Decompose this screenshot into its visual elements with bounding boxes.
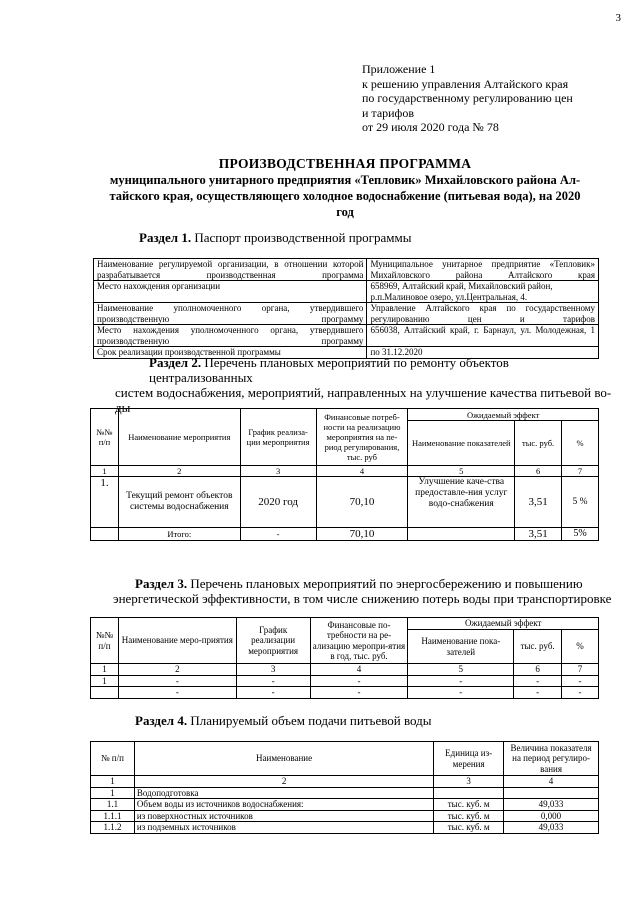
table-cell: - [310, 675, 408, 687]
col-header-unit: Единица из-мерения [434, 742, 504, 776]
table-cell: - [310, 687, 408, 699]
passport-label: Наименование регулируемой организации, в отношении которой разрабатывается производственная программа [94, 259, 367, 281]
table-cell: 1.1.2 [91, 822, 135, 834]
col-header-num: №№ п/п [91, 618, 119, 664]
table-cell: из подземных источников [134, 822, 433, 834]
total-label: Итого: [118, 528, 240, 541]
column-number: 3 [434, 776, 504, 788]
title-line: год [336, 205, 354, 219]
energy-measures-table [90, 617, 599, 699]
table-cell: - [118, 675, 236, 687]
table-cell: Объем воды из источников водоснабжения: [134, 799, 433, 811]
row-schedule: 2020 год [240, 477, 316, 528]
column-number: 4 [504, 776, 599, 788]
col-header-thousand: тыс. руб. [515, 421, 562, 466]
section4-title: Планируемый объем подачи питьевой воды [190, 713, 432, 728]
column-number: 1 [91, 466, 119, 477]
section2-title-line: систем водоснабжения, мероприятий, направленных на улучшение качества питьевой во- [115, 385, 612, 400]
appendix-line: по государственному регулированию цен [362, 91, 573, 105]
table-row [91, 687, 599, 699]
section2-number: Раздел 2. [149, 355, 202, 370]
column-number: 2 [118, 664, 236, 676]
col-header-percent: % [562, 630, 599, 664]
col-header-name: Наименование мероприятия [118, 409, 240, 466]
section4-number: Раздел 4. [135, 713, 188, 728]
column-number: 3 [236, 664, 310, 676]
document-title [75, 155, 615, 220]
total-indicator [408, 528, 515, 541]
page-number: 3 [615, 12, 621, 24]
table-cell: - [236, 687, 310, 699]
col-header-value: Величина показателя на период регулиро-вания [504, 742, 599, 776]
column-number: 1 [91, 776, 135, 788]
section3-title-line: Перечень плановых мероприятий по энергосбережению и повышению [190, 576, 583, 591]
table-cell [434, 787, 504, 799]
table-cell: 1 [91, 675, 119, 687]
table-cell: 49,033 [504, 799, 599, 811]
table-header-row [91, 409, 599, 421]
table-cell: - [118, 687, 236, 699]
col-header-num: №№ п/п [91, 409, 119, 466]
section3-heading [113, 576, 612, 606]
column-number: 5 [408, 664, 514, 676]
col-header-effect: Ожидаемый эффект [408, 618, 599, 630]
table-row [91, 675, 599, 687]
row-indicator: Улучшение каче-ства предоставле-ния услуг водо-снабжения [408, 477, 515, 528]
passport-value: Муниципальное унитарное предприятие «Тепловик» Михайловского района Алтайского края [367, 259, 599, 281]
title-line: ПРОИЗВОДСТВЕННАЯ ПРОГРАММА [218, 156, 472, 171]
column-number: 7 [562, 466, 599, 477]
table-cell: - [562, 687, 599, 699]
appendix-block [362, 62, 573, 135]
column-number: 1 [91, 664, 119, 676]
section3-number: Раздел 3. [135, 576, 188, 591]
column-numbers-row [91, 466, 599, 477]
section3-title-line: энергетической эффективности, в том числе снижению потерь воды при транспортировке [113, 591, 612, 606]
table-header-row [91, 742, 599, 776]
section1-title: Паспорт производственной программы [194, 230, 412, 245]
column-number: 6 [515, 466, 562, 477]
table-cell: - [514, 687, 562, 699]
col-header-name: Наименование меро-приятия [118, 618, 236, 664]
passport-label: Наименование уполномоченного органа, утвердившего производственную программу [94, 303, 367, 325]
title-line: муниципального унитарного предприятия «Тепловик» Михайловского района Ал- [109, 173, 581, 187]
total-thousand: 3,51 [515, 528, 562, 541]
section2-title-line: Перечень плановых мероприятий по ремонту объектов централизованных [149, 355, 509, 385]
appendix-line: Приложение 1 [362, 62, 436, 76]
total-percent: 5% [562, 528, 599, 541]
column-number: 2 [118, 466, 240, 477]
table-cell [91, 687, 119, 699]
table-cell: - [408, 687, 514, 699]
col-header-num: № п/п [91, 742, 135, 776]
table-cell: из поверхностных источников [134, 810, 433, 822]
table-row [94, 259, 599, 281]
col-header-percent: % [562, 421, 599, 466]
row-name: Текущий ремонт объектов системы водоснабжения [118, 477, 240, 528]
appendix-line: от 29 июля 2020 года № 78 [362, 120, 499, 134]
table-cell: - [514, 675, 562, 687]
table-cell: тыс. куб. м [434, 799, 504, 811]
table-cell: 1 [91, 787, 135, 799]
section1-heading [139, 230, 411, 245]
col-header-name: Наименование [134, 742, 433, 776]
table-cell: - [236, 675, 310, 687]
total-finance: 70,10 [316, 528, 408, 541]
appendix-line: и тарифов [362, 105, 415, 120]
passport-value: 656038, Алтайский край, г. Барнаул, ул. Молодежная, 1 [367, 325, 599, 347]
col-header-indicator: Наименование показателей [408, 421, 515, 466]
row-percent: 5 % [562, 477, 599, 528]
section2-heading [115, 355, 612, 415]
table-cell: 0,000 [504, 810, 599, 822]
table-cell: тыс. куб. м [434, 810, 504, 822]
appendix-line: к решению управления Алтайского края [362, 76, 569, 91]
column-numbers-row [91, 776, 599, 788]
column-number: 6 [514, 664, 562, 676]
col-header-indicator: Наименование пока-зателей [408, 630, 514, 664]
table-cell: - [562, 675, 599, 687]
col-header-finance: Финансовые потреб-ности на реализацию мероприятия на пе-риод регулирования, тыс. руб [316, 409, 408, 466]
column-number: 2 [134, 776, 433, 788]
col-header-finance: Финансовые по-требности на ре-ализацию меропри-ятия в год, тыс. руб. [310, 618, 408, 664]
passport-value: 658969, Алтайский край, Михайловский район, р.п.Малиновое озеро, ул.Центральная, 4. [367, 281, 599, 303]
table-cell: 49,033 [504, 822, 599, 834]
water-supply-volume-table [90, 741, 599, 834]
repair-measures-table [90, 408, 599, 541]
column-number: 3 [240, 466, 316, 477]
table-row [91, 810, 599, 822]
column-number: 4 [316, 466, 408, 477]
col-header-schedule: График реализа-ции мероприятия [240, 409, 316, 466]
table-row [94, 303, 599, 325]
col-header-effect: Ожидаемый эффект [408, 409, 599, 421]
table-row [91, 477, 599, 528]
table-row [91, 822, 599, 834]
section2-title-line: ды [115, 400, 131, 415]
table-row [91, 799, 599, 811]
table-row [91, 787, 599, 799]
table-cell: Водоподготовка [134, 787, 433, 799]
table-cell [504, 787, 599, 799]
section4-heading [135, 713, 432, 728]
title-line: тайского края, осуществляющего холодное водоснабжение (питьевая вода), на 2020 [109, 189, 581, 203]
passport-table [93, 258, 599, 359]
section1-number: Раздел 1. [139, 230, 192, 245]
passport-value: по 31.12.2020 [367, 347, 599, 359]
row-finance: 70,10 [316, 477, 408, 528]
column-number: 7 [562, 664, 599, 676]
col-header-schedule: График реализации мероприятия [236, 618, 310, 664]
table-header-row [91, 618, 599, 630]
passport-label: Место нахождения организации [94, 281, 367, 303]
total-empty [91, 528, 119, 541]
table-cell: - [408, 675, 514, 687]
column-number: 5 [408, 466, 515, 477]
table-row [94, 281, 599, 303]
passport-label: Срок реализации производственной программы [94, 347, 367, 359]
table-row [94, 325, 599, 347]
passport-label: Место нахождения уполномоченного органа, утвердившего производственную программу [94, 325, 367, 347]
col-header-thousand: тыс. руб. [514, 630, 562, 664]
column-number: 4 [310, 664, 408, 676]
total-row [91, 528, 599, 541]
passport-value: Управление Алтайского края по государственному регулированию цен и тарифов [367, 303, 599, 325]
row-thousand: 3,51 [515, 477, 562, 528]
table-cell: тыс. куб. м [434, 822, 504, 834]
table-cell: 1.1.1 [91, 810, 135, 822]
row-number: 1. [91, 477, 119, 528]
table-cell: 1.1 [91, 799, 135, 811]
total-schedule: - [240, 528, 316, 541]
column-numbers-row [91, 664, 599, 676]
